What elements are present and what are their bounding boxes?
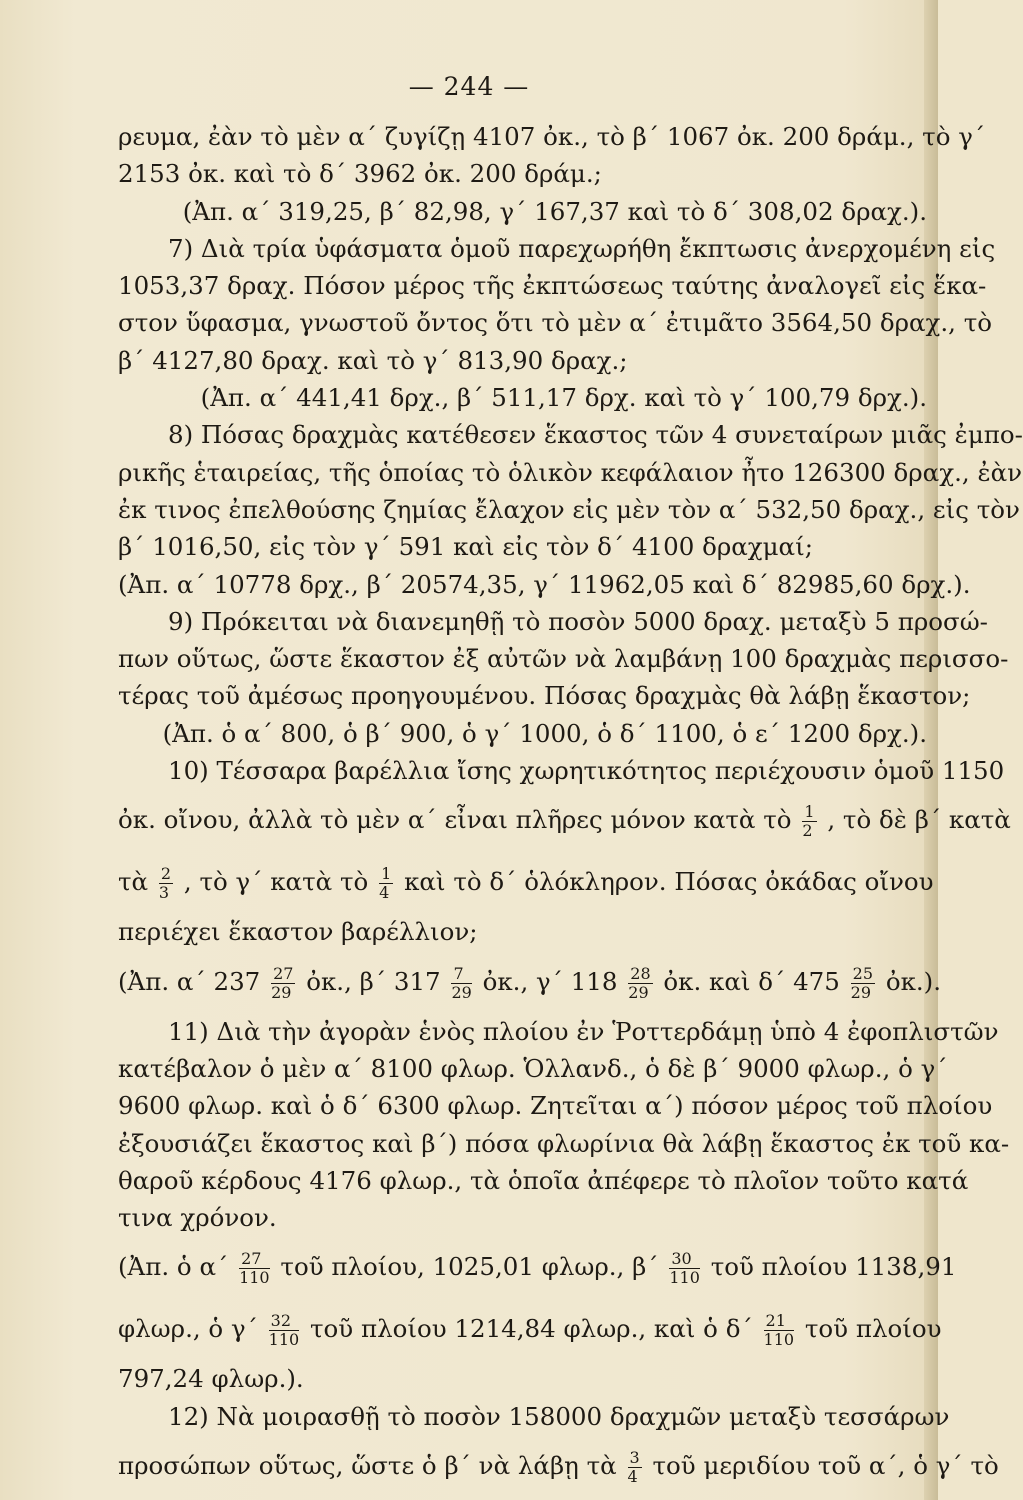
text-line: πων οὕτως, ὥστε ἕκαστον ἐξ αὐτῶν νὰ λαμβάνῃ 100 δραχμὰς περισσο-: [118, 644, 1009, 674]
text-line-with-fraction: (Ἀπ. α΄ 237 $\frac{27}{29}$ ὀκ., β΄ 317 $\frac{7}{29}$ ὀκ., γ΄ 118 $\frac{28}{29}$ ὀκ. καὶ δ΄ 475 $\frac{25}{29}$ ὀκ.).: [118, 963, 942, 1002]
text-line: τινα χρόνον.: [118, 1203, 277, 1233]
text-line: 797,24 φλωρ.).: [118, 1364, 304, 1394]
text-line: 2153 ὀκ. καὶ τὸ δ΄ 3962 ὀκ. 200 δράμ.;: [118, 159, 602, 189]
text-line: ρικῆς ἑταιρείας, τῆς ὁποίας τὸ ὁλικὸν κεφάλαιον ἦτο 126300 δραχ., ἐὰν: [118, 457, 1023, 487]
fraction: $\frac{32}{110}$: [268, 1311, 300, 1350]
fraction: $\frac{1}{2}$: [802, 802, 815, 841]
text-line: 7) Διὰ τρία ὑφάσματα ὁμοῦ παρεχωρήθη ἔκπτωσις ἀνερχομένη εἰς: [168, 233, 996, 263]
text-line: 11) Διὰ τὴν ἀγορὰν ἑνὸς πλοίου ἐν Ῥοττερδάμῃ ὑπὸ 4 ἐφοπλιστῶν: [168, 1016, 999, 1046]
text-line: ἐξουσιάζει ἕκαστος καὶ β΄) πόσα φλωρίνια θὰ λάβῃ ἕκαστος ἐκ τοῦ κα-: [118, 1128, 1010, 1158]
text-line: 12) Νὰ μοιρασθῇ τὸ ποσὸν 158000 δραχμῶν μεταξὺ τεσσάρων: [168, 1401, 950, 1431]
text-line-with-fraction: προσώπων οὕτως, ὥστε ὁ β΄ νὰ λάβῃ τὰ $\frac{3}{4}$ τοῦ μεριδίου τοῦ α΄, ὁ γ΄ τὸ: [118, 1448, 999, 1487]
text-line: ἐκ τινος ἐπελθούσης ζημίας ἔλαχον εἰς μὲν τὸν α΄ 532,50 δραχ., εἰς τὸν: [118, 494, 1020, 524]
text-line: (Ἀπ. α΄ 10778 δρχ., β΄ 20574,35, γ΄ 11962,05 καὶ δ΄ 82985,60 δρχ.).: [118, 569, 971, 599]
text-line-with-fraction: (Ἀπ. ὁ α΄ $\frac{27}{110}$ τοῦ πλοίου, 1025,01 φλωρ., β΄ $\frac{30}{110}$ τοῦ πλοίου 1138,91: [118, 1249, 957, 1288]
text-line-with-fraction: ὀκ. οἴνου, ἀλλὰ τὸ μὲν α΄ εἶναι πλῆρες μόνον κατὰ τὸ $\frac{1}{2}$ , τὸ δὲ β΄ κατὰ: [118, 802, 1011, 841]
fraction: $\frac{30}{110}$: [669, 1249, 700, 1288]
fraction: $\frac{21}{110}$: [763, 1311, 795, 1350]
text-line: κατέβαλον ὁ μὲν α΄ 8100 φλωρ. Ὁλλανδ., ὁ δὲ β΄ 9000 φλωρ., ὁ γ΄: [118, 1053, 948, 1083]
text-line: β΄ 1016,50, εἰς τὸν γ΄ 591 καὶ εἰς τὸν δ΄ 4100 δραχμαί;: [118, 532, 813, 562]
text-line: 10) Τέσσαρα βαρέλλια ἴσης χωρητικότητος περιέχουσιν ὁμοῦ 1150: [168, 756, 1005, 786]
text-line: τέρας τοῦ ἀμέσως προηγουμένου. Πόσας δραχμὰς θὰ λάβῃ ἕκαστον;: [118, 681, 971, 711]
text-line: (Ἀπ. α΄ 319,25, β΄ 82,98, γ΄ 167,37 καὶ τὸ δ΄ 308,02 δραχ.).: [182, 196, 927, 226]
text-line: περιέχει ἕκαστον βαρέλλιον;: [118, 917, 478, 947]
text-line: ρευμα, ἐὰν τὸ μὲν α΄ ζυγίζῃ 4107 ὀκ., τὸ β΄ 1067 ὀκ. 200 δράμ., τὸ γ΄: [118, 122, 986, 151]
text-line: (Ἀπ. α΄ 441,41 δρχ., β΄ 511,17 δρχ. καὶ τὸ γ΄ 100,79 δρχ.).: [200, 383, 927, 413]
text-line: 9600 φλωρ. καὶ ὁ δ΄ 6300 φλωρ. Ζητεῖται α΄) πόσον μέρος τοῦ πλοίου: [118, 1091, 993, 1121]
text-line: 8) Πόσας δραχμὰς κατέθεσεν ἕκαστος τῶν 4 συνεταίρων μιᾶς ἐμπο-: [168, 420, 1023, 450]
fraction: $\frac{1}{4}$: [379, 864, 392, 903]
fraction: $\frac{25}{29}$: [850, 963, 874, 1002]
text-line: 9) Πρόκειται νὰ διανεμηθῇ τὸ ποσὸν 5000 δραχ. μεταξὺ 5 προσώ-: [168, 606, 988, 636]
text-line-with-fraction: τὰ $\frac{2}{3}$ , τὸ γ΄ κατὰ τὸ $\frac{1}{4}$ καὶ τὸ δ΄ ὁλόκληρον. Πόσας ὀκάδας οἴνου: [118, 864, 934, 903]
page-number: — 244 —: [408, 72, 530, 101]
text-line: στον ὕφασμα, γνωστοῦ ὄντος ὅτι τὸ μὲν α΄ ἐτιμᾶτο 3564,50 δραχ., τὸ: [118, 308, 993, 338]
fraction: $\frac{28}{29}$: [628, 963, 651, 1002]
fraction: $\frac{27}{110}$: [239, 1249, 270, 1288]
text-line: 1053,37 δραχ. Πόσον μέρος τῆς ἐκπτώσεως ταύτης ἀναλογεῖ εἰς ἕκα-: [118, 271, 987, 301]
fraction: $\frac{7}{29}$: [451, 963, 472, 1002]
text-line: (Ἀπ. ὁ α΄ 800, ὁ β΄ 900, ὁ γ΄ 1000, ὁ δ΄ 1100, ὁ ε΄ 1200 δρχ.).: [162, 718, 927, 748]
text-line: θαροῦ κέρδους 4176 φλωρ., τὰ ὁποῖα ἀπέφερε τὸ πλοῖον τοῦτο κατά: [118, 1165, 969, 1195]
fraction: $\frac{27}{29}$: [271, 963, 294, 1002]
text-line: β΄ 4127,80 δραχ. καὶ τὸ γ΄ 813,90 δραχ.;: [118, 345, 628, 375]
text-line-with-fraction: φλωρ., ὁ γ΄ $\frac{32}{110}$ τοῦ πλοίου 1214,84 φλωρ., καὶ ὁ δ΄ $\frac{21}{110}$ τοῦ πλοίου: [118, 1311, 942, 1350]
fraction: $\frac{2}{3}$: [158, 864, 172, 903]
fraction: $\frac{3}{4}$: [627, 1448, 640, 1487]
page-text: [118, 118, 1023, 1497]
